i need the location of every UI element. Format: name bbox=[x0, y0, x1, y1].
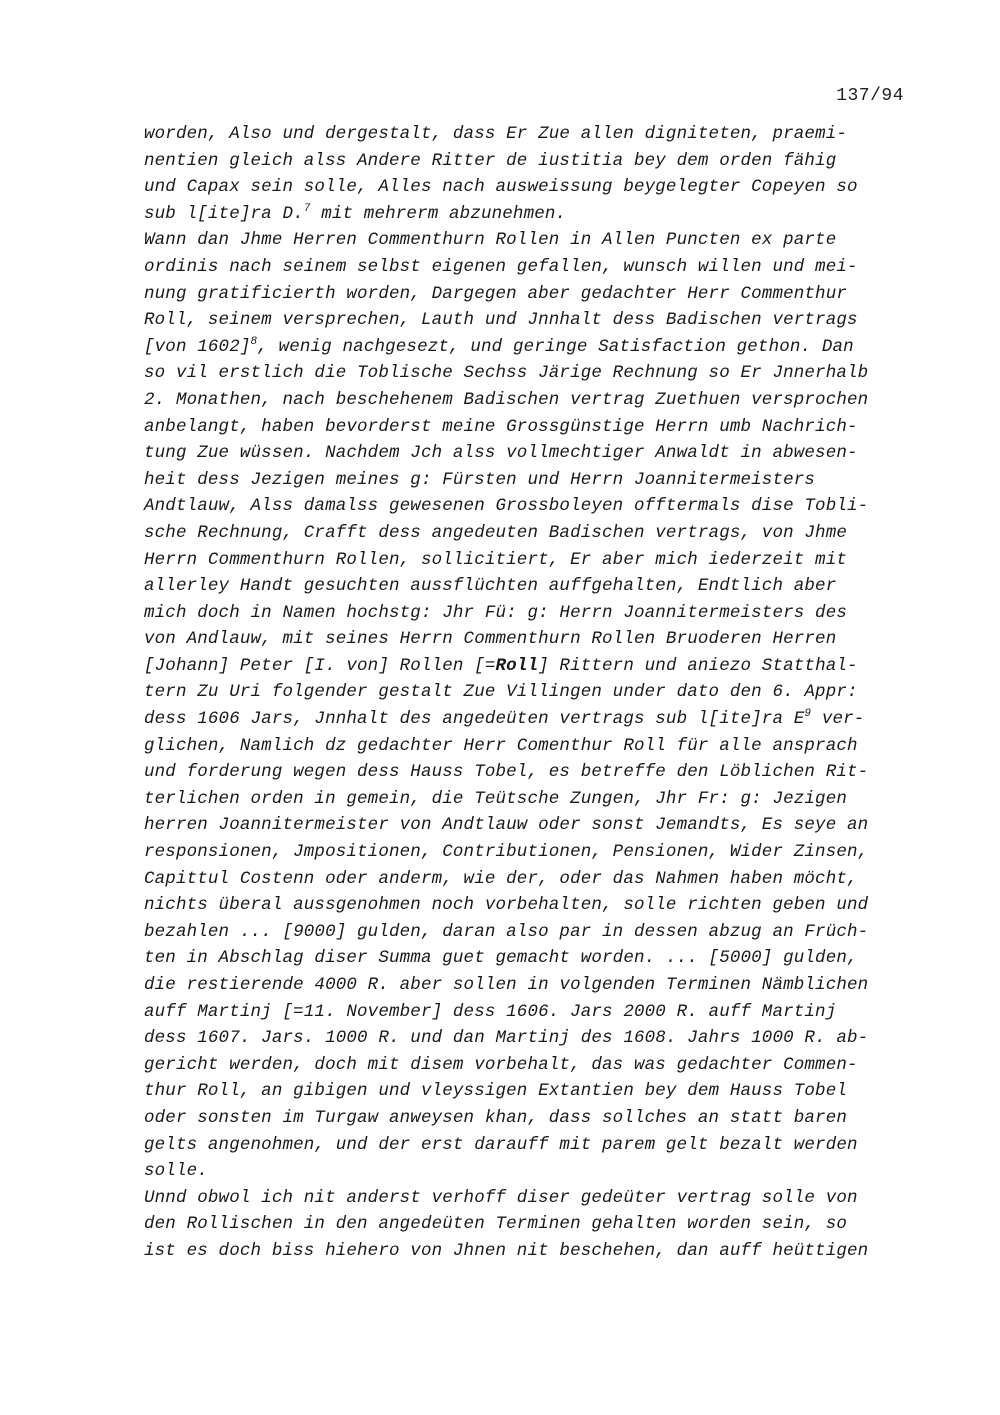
text-segment: worden, Also und dergestalt, dass Er Zue allen digniteten, praemi- bbox=[144, 124, 848, 144]
text-line bbox=[144, 440, 914, 467]
text-line bbox=[144, 281, 914, 308]
footnote-marker: 9 bbox=[804, 708, 812, 721]
text-line bbox=[144, 493, 914, 520]
text-segment: Andtlauw, Alss damalss gewesenen Grossboleyen offtermals dise Tobli- bbox=[144, 496, 869, 517]
text-segment: und Capax sein solle, Alles nach ausweissung beygelegter Copeyen so bbox=[144, 177, 858, 198]
text-line bbox=[144, 121, 914, 148]
text-line bbox=[144, 201, 914, 228]
text-segment: gericht werden, doch mit disem vorbehalt, das was gedachter Commen- bbox=[144, 1054, 858, 1075]
text-line bbox=[144, 414, 914, 441]
text-line bbox=[144, 227, 914, 254]
text-segment: [Johann] Peter [I. von] Rollen [= bbox=[144, 655, 496, 676]
text-line bbox=[144, 254, 914, 281]
footnote-marker: 8 bbox=[250, 335, 258, 348]
text-line bbox=[144, 174, 914, 201]
text-segment: von Andlauw, mit seines Herrn Commenthurn Rollen Bruoderen Herren bbox=[144, 629, 837, 650]
text-line bbox=[144, 1185, 914, 1212]
text-line bbox=[144, 387, 914, 414]
footnote-marker: 7 bbox=[303, 202, 311, 215]
text-line bbox=[144, 1158, 914, 1185]
text-line bbox=[144, 999, 914, 1026]
text-segment: [von 1602] bbox=[144, 336, 251, 357]
text-segment: Capittul Costenn oder anderm, wie der, oder das Nahmen haben möcht, bbox=[144, 868, 858, 889]
text-line bbox=[144, 1238, 914, 1265]
text-segment: thur Roll, an gibigen und vleyssigen Extantien bey dem Hauss Tobel bbox=[144, 1081, 848, 1102]
text-line bbox=[144, 600, 914, 627]
text-line bbox=[144, 1052, 914, 1079]
text-line bbox=[144, 360, 914, 387]
text-segment: anbelangt, haben bevorderst meine Grossgünstige Herrn umb Nachrich- bbox=[144, 416, 858, 437]
text-line bbox=[144, 1025, 914, 1052]
text-segment: herren Joannitermeister von Andtlauw oder sonst Jemandts, Es seye an bbox=[144, 815, 869, 836]
text-line bbox=[144, 1132, 914, 1159]
text-segment: bezahlen ... [9000] gulden, daran also par in dessen abzug an Früch- bbox=[144, 921, 869, 942]
text-line bbox=[144, 733, 914, 760]
text-segment: responsionen, Jmpositionen, Contributionen, Pensionen, Wider Zinsen, bbox=[144, 842, 869, 863]
text-segment: ] Rittern und aniezo Statthal- bbox=[538, 655, 858, 676]
text-line bbox=[144, 1105, 914, 1132]
text-segment: tern Zu Uri folgender gestalt Zue Villingen under dato den 6. Appr: bbox=[144, 682, 858, 703]
text-line bbox=[144, 786, 914, 813]
text-line bbox=[144, 812, 914, 839]
text-line bbox=[144, 866, 914, 893]
text-segment: Herrn Commenthurn Rollen, sollicitiert, Er aber mich iederzeit mit bbox=[144, 549, 848, 570]
text-line bbox=[144, 573, 914, 600]
text-segment: tung Zue wüssen. Nachdem Jch alss vollmechtiger Anwaldt in abwesen- bbox=[144, 443, 858, 464]
text-line bbox=[144, 1078, 914, 1105]
text-segment: und forderung wegen dess Hauss Tobel, es betreffe den Löblichen Rit- bbox=[144, 762, 869, 783]
text-line bbox=[144, 972, 914, 999]
text-segment: nichts überal aussgenohmen noch vorbehalten, solle richten geben und bbox=[144, 895, 869, 916]
text-segment: Unnd obwol ich nit anderst verhoff diser gedeüter vertrag solle von bbox=[144, 1187, 858, 1208]
text-segment: die restierende 4000 R. aber sollen in volgenden Terminen Nämblichen bbox=[144, 975, 869, 995]
text-segment: mich doch in Namen hochstg: Jhr Fü: g: Herrn Joannitermeisters des bbox=[144, 602, 848, 623]
text-line bbox=[144, 626, 914, 653]
text-line bbox=[144, 547, 914, 574]
text-segment: den Rollischen in den angedeüten Terminen gehalten worden sein, so bbox=[144, 1214, 848, 1235]
text-line bbox=[144, 148, 914, 175]
text-segment: auff Martinj [=11. November] dess 1606. Jars 2000 R. auff Martinj bbox=[144, 1001, 837, 1022]
page-number: 137/94 bbox=[836, 86, 904, 106]
text-line bbox=[144, 679, 914, 706]
text-segment: allerley Handt gesuchten aussflüchten auffgehalten, Endtlich aber bbox=[144, 576, 837, 597]
text-segment: ver- bbox=[811, 709, 865, 730]
text-segment: sub l[ite]ra D. bbox=[144, 203, 304, 224]
text-segment: Wann dan Jhme Herren Commenthurn Rollen in Allen Puncten ex parte bbox=[144, 230, 837, 251]
text-line bbox=[144, 919, 914, 946]
text-line bbox=[144, 1211, 914, 1238]
text-segment: ordinis nach seinem selbst eigenen gefallen, wunsch willen und mei- bbox=[144, 256, 858, 277]
text-segment: 2. Monathen, nach beschehenem Badischen vertrag Zuethuen versprochen bbox=[144, 389, 869, 410]
bold-text: Roll bbox=[495, 655, 539, 676]
text-segment: oder sonsten im Turgaw anweysen khan, dass sollches an statt baren bbox=[144, 1107, 848, 1128]
text-segment: solle. bbox=[144, 1161, 208, 1182]
text-segment: , wenig nachgesezt, und geringe Satisfaction gethon. Dan bbox=[257, 336, 854, 357]
text-segment: gelts angenohmen, und der erst darauff mit parem gelt bezalt werden bbox=[144, 1134, 858, 1155]
text-line bbox=[144, 467, 914, 494]
text-line bbox=[144, 653, 914, 680]
text-segment: mit mehrerm abzunehmen. bbox=[310, 203, 567, 224]
text-segment: so vil erstlich die Toblische Sechss Järige Rechnung so Er Jnnerhalb bbox=[144, 363, 869, 384]
text-line bbox=[144, 892, 914, 919]
text-segment: nung gratificierth worden, Dargegen aber gedachter Herr Commenthur bbox=[144, 283, 848, 304]
text-line bbox=[144, 307, 914, 334]
body-text bbox=[144, 121, 914, 1265]
text-line bbox=[144, 334, 914, 361]
text-segment: ist es doch biss hiehero von Jhnen nit beschehen, dan auff heüttigen bbox=[144, 1240, 869, 1261]
text-segment: ten in Abschlag diser Summa guet gemacht worden. ... [5000] gulden, bbox=[144, 948, 858, 969]
text-segment: glichen, Namlich dz gedachter Herr Comenthur Roll für alle ansprach bbox=[144, 735, 858, 756]
text-line bbox=[144, 520, 914, 547]
text-line bbox=[144, 839, 914, 866]
text-segment: terlichen orden in gemein, die Teütsche Zungen, Jhr Fr: g: Jezigen bbox=[144, 788, 848, 809]
text-segment: heit dess Jezigen meines g: Fürsten und Herrn Joannitermeisters bbox=[144, 469, 816, 490]
text-line bbox=[144, 759, 914, 786]
text-segment: Roll, seinem versprechen, Lauth und Jnnhalt dess Badischen vertrags bbox=[144, 310, 858, 331]
text-segment: dess 1607. Jars. 1000 R. und dan Martinj des 1608. Jahrs 1000 R. ab- bbox=[144, 1028, 869, 1049]
text-line bbox=[144, 945, 914, 972]
text-segment: nentien gleich alss Andere Ritter de iustitia bey dem orden fähig bbox=[144, 150, 837, 171]
text-line bbox=[144, 706, 914, 733]
text-segment: dess 1606 Jars, Jnnhalt des angedeüten vertrags sub l[ite]ra E bbox=[144, 709, 805, 730]
text-segment: sche Rechnung, Crafft dess angedeuten Badischen vertrags, von Jhme bbox=[144, 522, 848, 543]
